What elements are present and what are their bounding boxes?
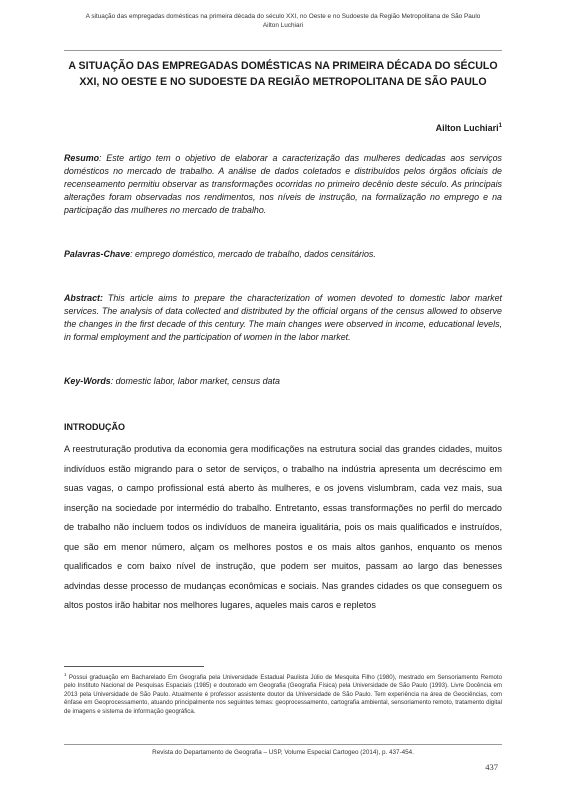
author-name: Ailton Luchiari [435,123,499,133]
palavras-chave-label: Palavras-Chave [64,249,131,259]
header-divider [64,50,502,51]
footnote [64,671,502,716]
abstract-label: Abstract: [64,293,103,303]
author-line [436,123,502,133]
running-header [40,13,526,30]
footnote-divider [64,666,204,667]
footer-divider [64,744,502,745]
running-header-title: A situação das empregadas domésticas na primeira década do século XXI, no Oeste e no Sudoeste da Região Metropolitana de São Paulo [85,13,481,20]
abstract-text: This article aims to prepare the characterization of women devoted to domestic labor market services. The analysis of data collected and distributed by the official organs of the census allowed to observe the changes in the first decade of this century. The main changes were observed in income, educational levels, in formal employment and the participation of women in the labor market. [64,293,502,342]
footnote-text: Possui graduação em Bacharelado Em Geografia pela Universidade Estadual Paulista Júlio de Mesquita Filho (1980), mestrado em Sensoriamento Remoto pelo Instituto Nacional de Pesquisas Espaciais (1985) e doutorado em Geografia (Geografia Física) pela Universidade de São Paulo (1993). Livre Docência em 2013 pela Universidade de São Paulo. Atualmente é professor assistente doutor da Universidade de São Paulo. Tem experiência na área de Geociências, com ênfase em Geoprocessamento, atuando principalmente nos seguintes temas: geoprocessamento, cartografia ambiental, sensoriamento remoto, tratamento digital de imagens e sistema de informação geográfica. [64,674,502,715]
running-header-author: Ailton Luchiari [262,21,304,29]
section-heading: INTRODUÇÃO [64,422,125,432]
key-words-label: Key-Words [64,376,111,386]
palavras-chave-paragraph [64,248,502,261]
abstract-paragraph [64,292,502,344]
key-words-paragraph [64,375,502,388]
author-footnote-mark[interactable]: 1 [498,123,502,129]
key-words-text: : domestic labor, labor market, census data [110,376,280,386]
article-title: A SITUAÇÃO DAS EMPREGADAS DOMÉSTICAS NA PRIMEIRA DÉCADA DO SÉCULO XXI, NO OESTE E NO SUDOESTE DA REGIÃO METROPOLITANA DE SÃO PAULO [68,60,498,88]
resumo-paragraph [64,152,502,217]
journal-footer: Revista do Departamento de Geografia – USP, Volume Especial Cartogeo (2014), p. 437-454. [152,749,414,756]
resumo-label: Resumo [64,153,100,163]
introduction-body: A reestruturação produtiva da economia gera modificações na estrutura social das grandes cidades, muitos indivíduos estão migrando para o setor de serviços, o trabalho na indústria apresenta um decréscimo em suas vagas, o campo profissional está aberto às mulheres, e os jovens vislumbram, cada vez mais, sua inserção na sociedade por intermédio do trabalho. Entretanto, essas transformações no perfil do mercado de trabalho não incluem todos os indivíduos de maneira igualitária, pois os mais qualificados e instruídos, que são em menor número, alçam os melhores postos e os mais altos ganhos, enquanto os menos qualificados e com baixo nível de instrução, que podem ser muitos, passam ao largo das benesses advindas desse processo de mudanças econômicas e sociais. Nas grandes cidades os que conseguem os altos postos irão habitar nos melhores lugares, aqueles mais caros e repletos [64,444,502,611]
palavras-chave-text: : emprego doméstico, mercado de trabalho, dados censitários. [130,249,376,259]
page-number: 437 [485,762,498,772]
footnote-mark: 1 [64,672,67,677]
resumo-text: : Este artigo tem o objetivo de elaborar a caracterização das mulheres dedicadas aos serviços domésticos no mercado de trabalho. A análise de dados coletados e distribuídos pelos órgãos oficiais de recenseamento permitiu observar as transformações ocorridas no primeiro decênio deste século. As principais alterações foram observadas nos rendimentos, nos níveis de instrução, na formalização no emprego e na participação das mulheres no mercado de trabalho. [64,153,502,215]
